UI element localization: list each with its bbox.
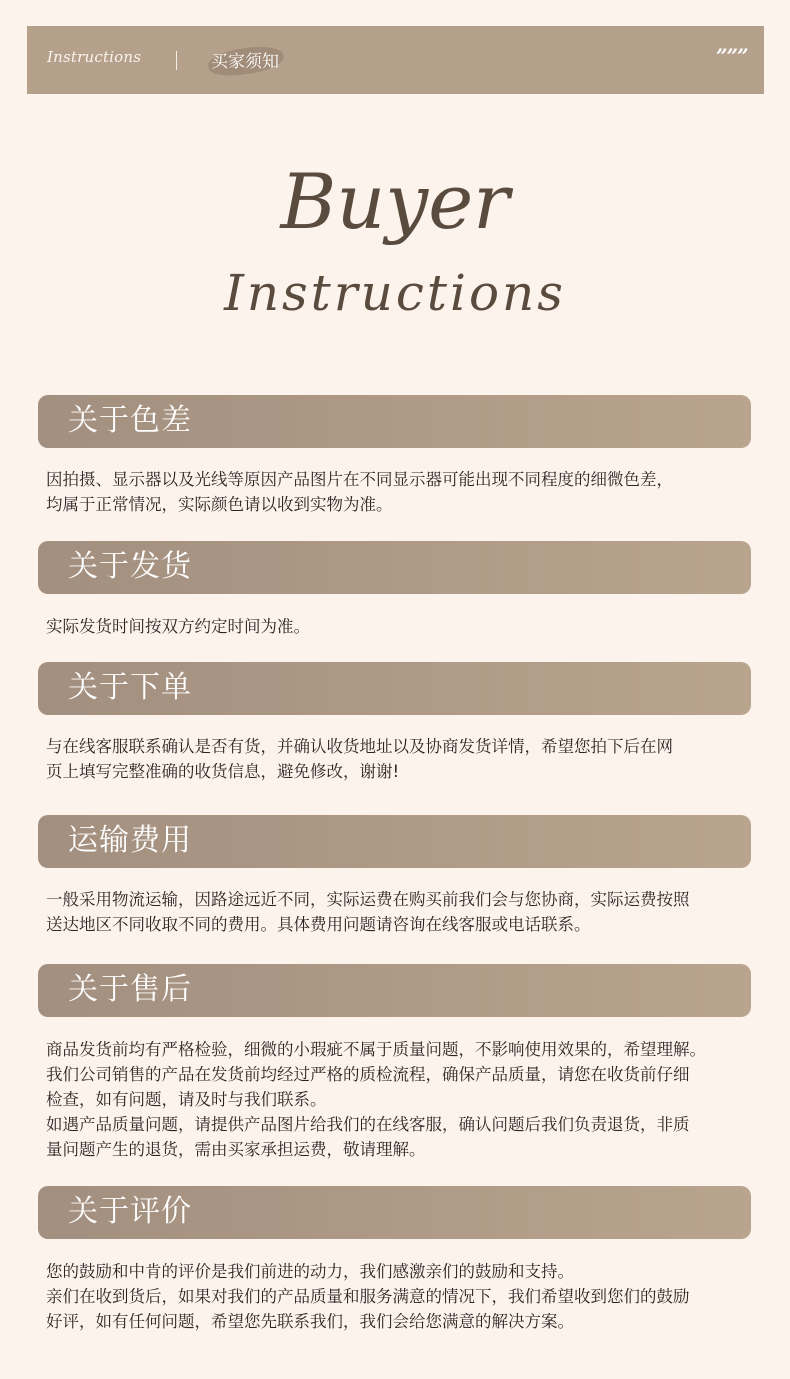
section-heading: 运输费用 — [68, 823, 192, 858]
section-header-after-sales — [38, 964, 751, 1017]
page-title-line1: Buyer — [280, 157, 510, 246]
section-header-freight — [38, 815, 751, 868]
section-heading: 关于发货 — [68, 549, 192, 584]
top-banner — [27, 26, 764, 94]
banner-divider — [176, 51, 177, 70]
section-text-color-difference: 因拍摄、显示器以及光线等原因产品图片在不同显示器可能出现不同程度的细微色差， 均属于正常情况，实际颜色请以收到实物为准。 — [46, 470, 673, 514]
section-heading: 关于评价 — [68, 1194, 192, 1229]
banner-label-cn: 买家须知 — [211, 52, 279, 72]
section-heading: 关于售后 — [68, 972, 192, 1007]
section-text-reviews: 您的鼓励和中肯的评价是我们前进的动力，我们感激亲们的鼓励和支持。 亲们在收到货后，如果对我们的产品质量和服务满意的情况下，我们希望收到您们的鼓励 好评，如有任何问题，希望您先联系我们，我们会给您满意的解决方案。 — [46, 1262, 690, 1331]
section-header-color-difference — [38, 395, 751, 448]
section-header-shipping — [38, 541, 751, 594]
section-header-reviews — [38, 1186, 751, 1239]
section-text-freight: 一般采用物流运输，因路途远近不同，实际运费在购买前我们会与您协商，实际运费按照 送达地区不同收取不同的费用。具体费用问题请咨询在线客服或电话联系。 — [46, 890, 690, 934]
section-text-shipping: 实际发货时间按双方约定时间为准。 — [46, 617, 310, 636]
section-heading: 关于下单 — [68, 670, 192, 705]
page-title-line2: Instructions — [224, 264, 566, 322]
quote-mark-icon: ””” — [716, 44, 748, 68]
section-heading: 关于色差 — [68, 403, 192, 438]
section-header-ordering — [38, 662, 751, 715]
section-text-after-sales: 商品发货前均有严格检验，细微的小瑕疵不属于质量问题，不影响使用效果的，希望理解。 我们公司销售的产品在发货前均经过严格的质检流程，确保产品质量，请您在收货前仔细 检查，如有问题，请及时与我们联系。 如遇产品质量问题，请提供产品图片给我们的在线客服，确认问题后我们负责退货，非质 量问题产生的退货，需由买家承担运费，敬请理解。 — [46, 1040, 706, 1159]
banner-label-en: Instructions — [47, 48, 142, 66]
section-text-ordering: 与在线客服联系确认是否有货，并确认收货地址以及协商发货详情，希望您拍下后在网 页上填写完整准确的收货信息，避免修改，谢谢! — [46, 737, 673, 781]
